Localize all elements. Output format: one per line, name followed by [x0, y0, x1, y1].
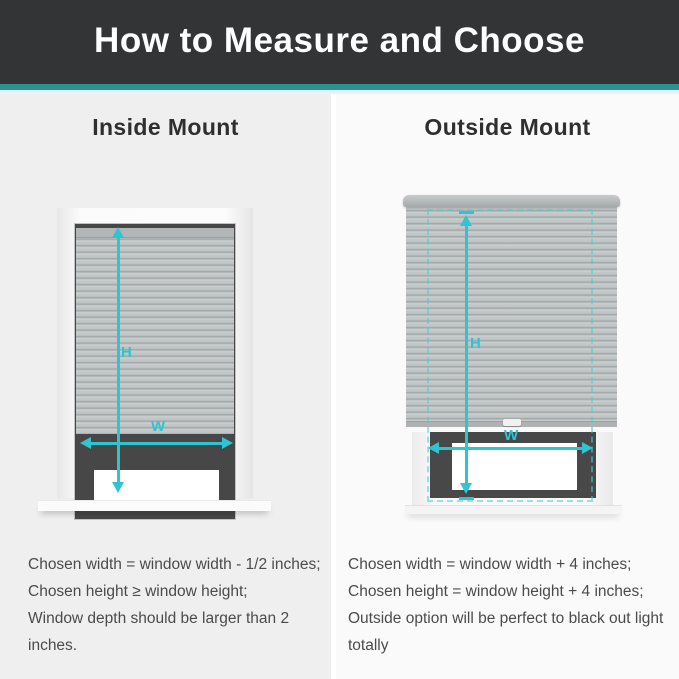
window-sill	[405, 505, 622, 514]
shade-headrail	[403, 195, 620, 207]
width-arrowhead-right	[582, 442, 593, 454]
height-label: H	[121, 344, 132, 361]
height-arrowhead-bottom	[112, 482, 124, 493]
note-line: Chosen height = window height + 4 inches;	[348, 583, 644, 600]
width-label: W	[151, 418, 166, 435]
inside-mount-heading: Inside Mount	[92, 114, 239, 140]
window-sill	[38, 500, 271, 511]
height-arrowhead-bottom	[460, 483, 472, 494]
header-banner	[0, 0, 679, 84]
note-line: Chosen width = window width + 4 inches;	[348, 556, 632, 573]
width-arrow-line	[90, 442, 224, 445]
width-arrowhead-right	[222, 437, 233, 449]
width-arrowhead-left	[428, 442, 439, 454]
shade-headrail	[76, 228, 234, 238]
inside-mount-notes	[28, 551, 328, 659]
width-arrow-line	[439, 447, 582, 450]
outside-mount-window-diagram	[403, 195, 620, 525]
hidden-window-outline	[427, 209, 593, 502]
note-line: Chosen width = window width - 1/2 inches;	[28, 556, 321, 573]
height-tick-top	[459, 211, 474, 214]
height-tick-bottom	[459, 497, 474, 500]
inside-mount-window-diagram	[57, 208, 253, 528]
cellular-shade	[76, 228, 234, 434]
height-arrow-line	[117, 236, 120, 484]
note-line: Window depth should be larger than 2 inches.	[28, 610, 290, 654]
height-label: H	[470, 335, 481, 352]
outside-mount-notes	[348, 551, 676, 659]
note-line: Outside option will be perfect to black out light totally	[348, 610, 664, 654]
window-recess	[74, 223, 236, 520]
height-arrow-line	[465, 225, 468, 485]
width-label: W	[504, 427, 519, 444]
note-line: Chosen height ≥ window height;	[28, 583, 248, 600]
outside-mount-heading: Outside Mount	[424, 114, 591, 140]
page-title: How to Measure and Choose	[94, 21, 585, 60]
